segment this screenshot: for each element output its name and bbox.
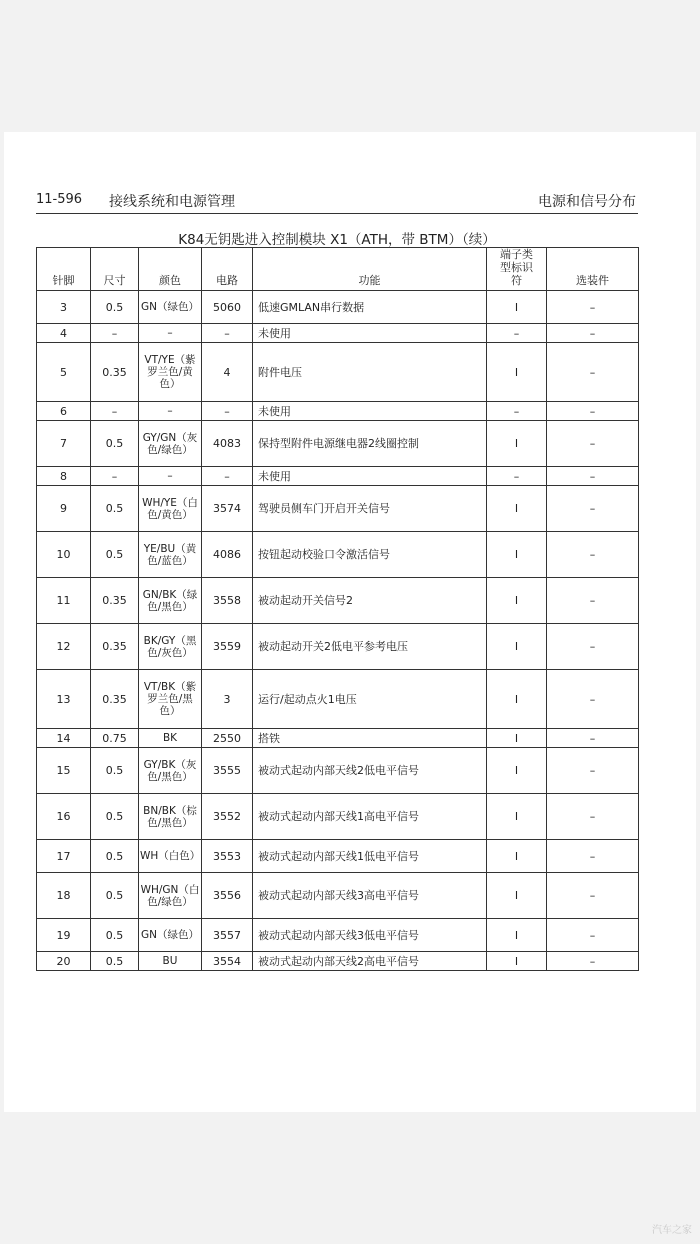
cell-function: 被动式起动内部天线3高电平信号	[253, 873, 487, 919]
cell-pin: 7	[37, 421, 91, 467]
cell-circuit: –	[202, 402, 253, 421]
cell-circuit: 3559	[202, 624, 253, 670]
table-row	[37, 532, 639, 578]
cell-option: –	[547, 794, 639, 840]
table-row	[37, 402, 639, 421]
cell-terminal-type: I	[487, 486, 547, 532]
cell-terminal-type: I	[487, 291, 547, 324]
table-row	[37, 670, 639, 729]
cell-pin: 4	[37, 324, 91, 343]
cell-color: –	[139, 467, 202, 486]
cell-terminal-type: I	[487, 421, 547, 467]
cell-option: –	[547, 952, 639, 971]
cell-pin: 16	[37, 794, 91, 840]
cell-function: 附件电压	[253, 343, 487, 402]
header-rule	[36, 213, 638, 214]
cell-option: –	[547, 343, 639, 402]
cell-function: 被动式起动内部天线1高电平信号	[253, 794, 487, 840]
cell-color: –	[139, 324, 202, 343]
col-header-terminal-type: 端子类型标识符	[487, 248, 547, 291]
cell-color: GY/GN（灰色/绿色）	[139, 421, 202, 467]
cell-color: YE/BU（黄色/蓝色）	[139, 532, 202, 578]
table-row	[37, 467, 639, 486]
col-header-function: 功能	[253, 248, 487, 291]
document-page	[4, 132, 696, 1112]
cell-function: 被动式起动内部天线2低电平信号	[253, 748, 487, 794]
cell-size: 0.75	[91, 729, 139, 748]
cell-circuit: 4	[202, 343, 253, 402]
cell-color: WH/YE（白色/黄色）	[139, 486, 202, 532]
cell-option: –	[547, 324, 639, 343]
table-row	[37, 291, 639, 324]
cell-pin: 6	[37, 402, 91, 421]
cell-size: 0.35	[91, 578, 139, 624]
cell-size: 0.35	[91, 624, 139, 670]
cell-pin: 5	[37, 343, 91, 402]
col-header-color: 颜色	[139, 248, 202, 291]
cell-terminal-type: I	[487, 624, 547, 670]
cell-pin: 19	[37, 919, 91, 952]
table-row	[37, 421, 639, 467]
cell-color: GN（绿色）	[139, 291, 202, 324]
table-row	[37, 919, 639, 952]
cell-color: BK/GY（黑色/灰色）	[139, 624, 202, 670]
table-row	[37, 343, 639, 402]
cell-size: 0.5	[91, 748, 139, 794]
cell-terminal-type: I	[487, 343, 547, 402]
cell-option: –	[547, 532, 639, 578]
cell-size: 0.5	[91, 794, 139, 840]
cell-pin: 14	[37, 729, 91, 748]
cell-size: 0.5	[91, 532, 139, 578]
table-row	[37, 873, 639, 919]
cell-circuit: 5060	[202, 291, 253, 324]
cell-option: –	[547, 402, 639, 421]
cell-pin: 13	[37, 670, 91, 729]
cell-size: 0.5	[91, 952, 139, 971]
page-number: 11-596	[36, 192, 83, 207]
cell-terminal-type: –	[487, 467, 547, 486]
col-header-circuit: 电路	[202, 248, 253, 291]
cell-color: BK	[139, 729, 202, 748]
cell-function: 被动式起动内部天线3低电平信号	[253, 919, 487, 952]
watermark: 汽车之家	[652, 1225, 692, 1236]
cell-option: –	[547, 873, 639, 919]
section-title: 接线系统和电源管理	[109, 194, 235, 210]
cell-size: –	[91, 324, 139, 343]
cell-terminal-type: I	[487, 919, 547, 952]
cell-circuit: –	[202, 324, 253, 343]
cell-option: –	[547, 421, 639, 467]
cell-pin: 20	[37, 952, 91, 971]
cell-circuit: 3574	[202, 486, 253, 532]
table-header-row	[37, 248, 639, 291]
cell-size: 0.35	[91, 343, 139, 402]
table-row	[37, 578, 639, 624]
cell-color: BU	[139, 952, 202, 971]
cell-option: –	[547, 729, 639, 748]
table-row	[37, 748, 639, 794]
cell-option: –	[547, 748, 639, 794]
table-body	[37, 291, 639, 971]
cell-circuit: 2550	[202, 729, 253, 748]
cell-option: –	[547, 486, 639, 532]
cell-size: 0.5	[91, 421, 139, 467]
cell-function: 运行/起动点火1电压	[253, 670, 487, 729]
cell-terminal-type: I	[487, 729, 547, 748]
cell-function: 被动起动开关信号2	[253, 578, 487, 624]
cell-circuit: 3555	[202, 748, 253, 794]
cell-circuit: 3558	[202, 578, 253, 624]
table-row	[37, 794, 639, 840]
table-title: K84无钥匙进入控制模块 X1（ATH，带 BTM）（续）	[178, 232, 496, 248]
cell-pin: 3	[37, 291, 91, 324]
cell-color: GY/BK（灰色/黑色）	[139, 748, 202, 794]
cell-size: 0.5	[91, 291, 139, 324]
cell-size: 0.5	[91, 840, 139, 873]
cell-terminal-type: –	[487, 402, 547, 421]
cell-terminal-type: I	[487, 794, 547, 840]
pinout-table	[36, 247, 639, 971]
cell-size: 0.5	[91, 919, 139, 952]
cell-terminal-type: I	[487, 952, 547, 971]
cell-terminal-type: I	[487, 748, 547, 794]
cell-color: VT/YE（紫罗兰色/黄色）	[139, 343, 202, 402]
cell-size: –	[91, 467, 139, 486]
cell-pin: 12	[37, 624, 91, 670]
cell-function: 驾驶员侧车门开启开关信号	[253, 486, 487, 532]
cell-pin: 8	[37, 467, 91, 486]
cell-function: 保持型附件电源继电器2线圈控制	[253, 421, 487, 467]
table-row	[37, 840, 639, 873]
table-row	[37, 324, 639, 343]
cell-circuit: 3556	[202, 873, 253, 919]
table-row	[37, 486, 639, 532]
cell-color: GN/BK（绿色/黑色）	[139, 578, 202, 624]
cell-terminal-type: –	[487, 324, 547, 343]
cell-option: –	[547, 291, 639, 324]
cell-function: 被动起动开关2低电平参考电压	[253, 624, 487, 670]
col-header-pin: 针脚	[37, 248, 91, 291]
cell-size: 0.5	[91, 873, 139, 919]
cell-circuit: 3554	[202, 952, 253, 971]
cell-terminal-type: I	[487, 532, 547, 578]
cell-circuit: 4083	[202, 421, 253, 467]
cell-size: 0.5	[91, 486, 139, 532]
cell-option: –	[547, 624, 639, 670]
cell-circuit: 3557	[202, 919, 253, 952]
cell-function: 搭铁	[253, 729, 487, 748]
cell-color: –	[139, 402, 202, 421]
cell-pin: 17	[37, 840, 91, 873]
cell-option: –	[547, 578, 639, 624]
table-row	[37, 729, 639, 748]
cell-option: –	[547, 840, 639, 873]
cell-function: 被动式起动内部天线1低电平信号	[253, 840, 487, 873]
cell-color: BN/BK（棕色/黑色）	[139, 794, 202, 840]
cell-terminal-type: I	[487, 873, 547, 919]
col-header-option: 选装件	[547, 248, 639, 291]
cell-function: 低速GMLAN串行数据	[253, 291, 487, 324]
col-header-size: 尺寸	[91, 248, 139, 291]
cell-circuit: 3	[202, 670, 253, 729]
cell-terminal-type: I	[487, 578, 547, 624]
cell-pin: 11	[37, 578, 91, 624]
cell-pin: 18	[37, 873, 91, 919]
cell-option: –	[547, 670, 639, 729]
cell-color: WH（白色）	[139, 840, 202, 873]
cell-function: 未使用	[253, 324, 487, 343]
cell-pin: 10	[37, 532, 91, 578]
cell-circuit: –	[202, 467, 253, 486]
cell-function: 被动式起动内部天线2高电平信号	[253, 952, 487, 971]
cell-function: 按钮起动校验口令激活信号	[253, 532, 487, 578]
cell-pin: 15	[37, 748, 91, 794]
cell-size: 0.35	[91, 670, 139, 729]
cell-color: GN（绿色）	[139, 919, 202, 952]
chapter-title: 电源和信号分布	[538, 194, 636, 210]
table-row	[37, 952, 639, 971]
cell-circuit: 3552	[202, 794, 253, 840]
cell-pin: 9	[37, 486, 91, 532]
cell-color: VT/BK（紫罗兰色/黑色）	[139, 670, 202, 729]
table-row	[37, 624, 639, 670]
cell-circuit: 3553	[202, 840, 253, 873]
cell-color: WH/GN（白色/绿色）	[139, 873, 202, 919]
cell-option: –	[547, 467, 639, 486]
cell-circuit: 4086	[202, 532, 253, 578]
cell-function: 未使用	[253, 467, 487, 486]
cell-option: –	[547, 919, 639, 952]
cell-function: 未使用	[253, 402, 487, 421]
cell-terminal-type: I	[487, 840, 547, 873]
cell-terminal-type: I	[487, 670, 547, 729]
cell-size: –	[91, 402, 139, 421]
